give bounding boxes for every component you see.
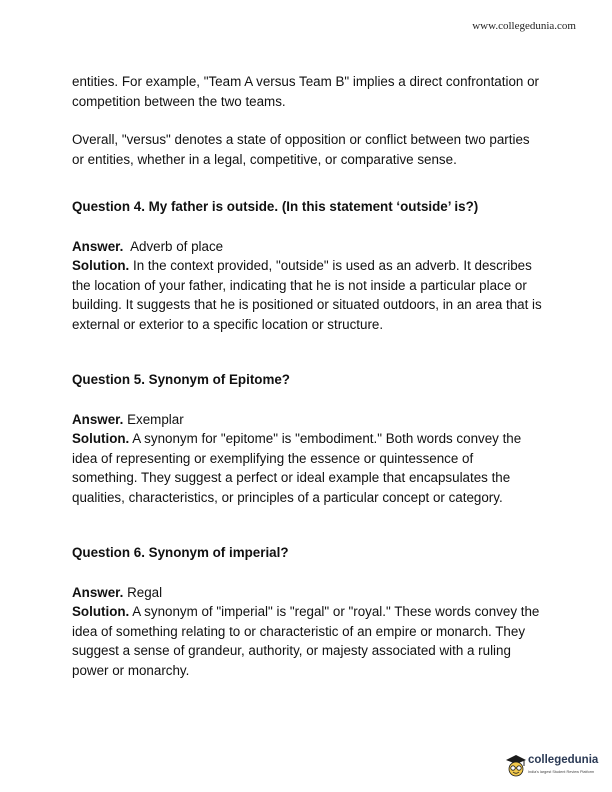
answer-text: Adverb of place <box>130 238 224 254</box>
solution-line <box>72 602 542 680</box>
answer-line <box>72 237 542 257</box>
collegedunia-logo <box>504 752 599 780</box>
question-block-6 <box>72 543 542 680</box>
website-url: www.collegedunia.com <box>472 20 576 32</box>
solution-label: Solution. <box>72 604 130 619</box>
logo-tagline: India's largest Student Review Platform <box>528 770 595 774</box>
document-body <box>72 72 542 680</box>
solution-text: A synonym of "imperial" is "regal" or "royal." These words convey the idea of something relating to or characteristic of an empire or monarch. They suggest a sense of grandeur, authority, or majesty associated with a ruling power or monarchy. <box>72 604 540 678</box>
mascot-icon <box>504 752 528 780</box>
question-heading: Question 4. My father is outside. (In this statement ‘outside’ is?) <box>72 199 479 214</box>
question-block-4 <box>72 197 542 334</box>
answer-text: Regal <box>127 584 163 600</box>
overall-paragraph: Overall, "versus" denotes a state of opposition or conflict between two parties or entities, whether in a legal, competitive, or comparative sense. <box>72 132 530 167</box>
answer-text: Exemplar <box>127 411 184 427</box>
solution-line <box>72 256 542 334</box>
answer-label: Answer. <box>72 238 124 254</box>
question-heading: Question 6. Synonym of imperial? <box>72 545 289 560</box>
solution-text: In the context provided, "outside" is used as an adverb. It describes the location of your father, indicating that he is not inside a particular place or building. It suggests that he is positioned or situated outdoors, in an area that is external or exterior to a specific location or structure. <box>72 258 542 332</box>
solution-line <box>72 429 542 507</box>
answer-label: Answer. <box>72 584 124 600</box>
logo-wordmark: collegedunia <box>528 754 599 766</box>
solution-label: Solution. <box>72 258 130 273</box>
answer-label: Answer. <box>72 411 124 427</box>
solution-text: A synonym for "epitome" is "embodiment." Both words convey the idea of representing or exemplifying the essence or quintessence of something. They suggest a perfect or ideal example that encapsulates the qualities, characteristics, or principles of a particular concept or category. <box>72 431 522 505</box>
solution-label: Solution. <box>72 431 130 446</box>
continuation-paragraph: entities. For example, "Team A versus Team B" implies a direct confrontation or competition between the two teams. <box>72 74 539 109</box>
question-block-5 <box>72 370 542 507</box>
answer-line <box>72 583 542 603</box>
question-heading: Question 5. Synonym of Epitome? <box>72 372 290 387</box>
answer-line <box>72 410 542 430</box>
